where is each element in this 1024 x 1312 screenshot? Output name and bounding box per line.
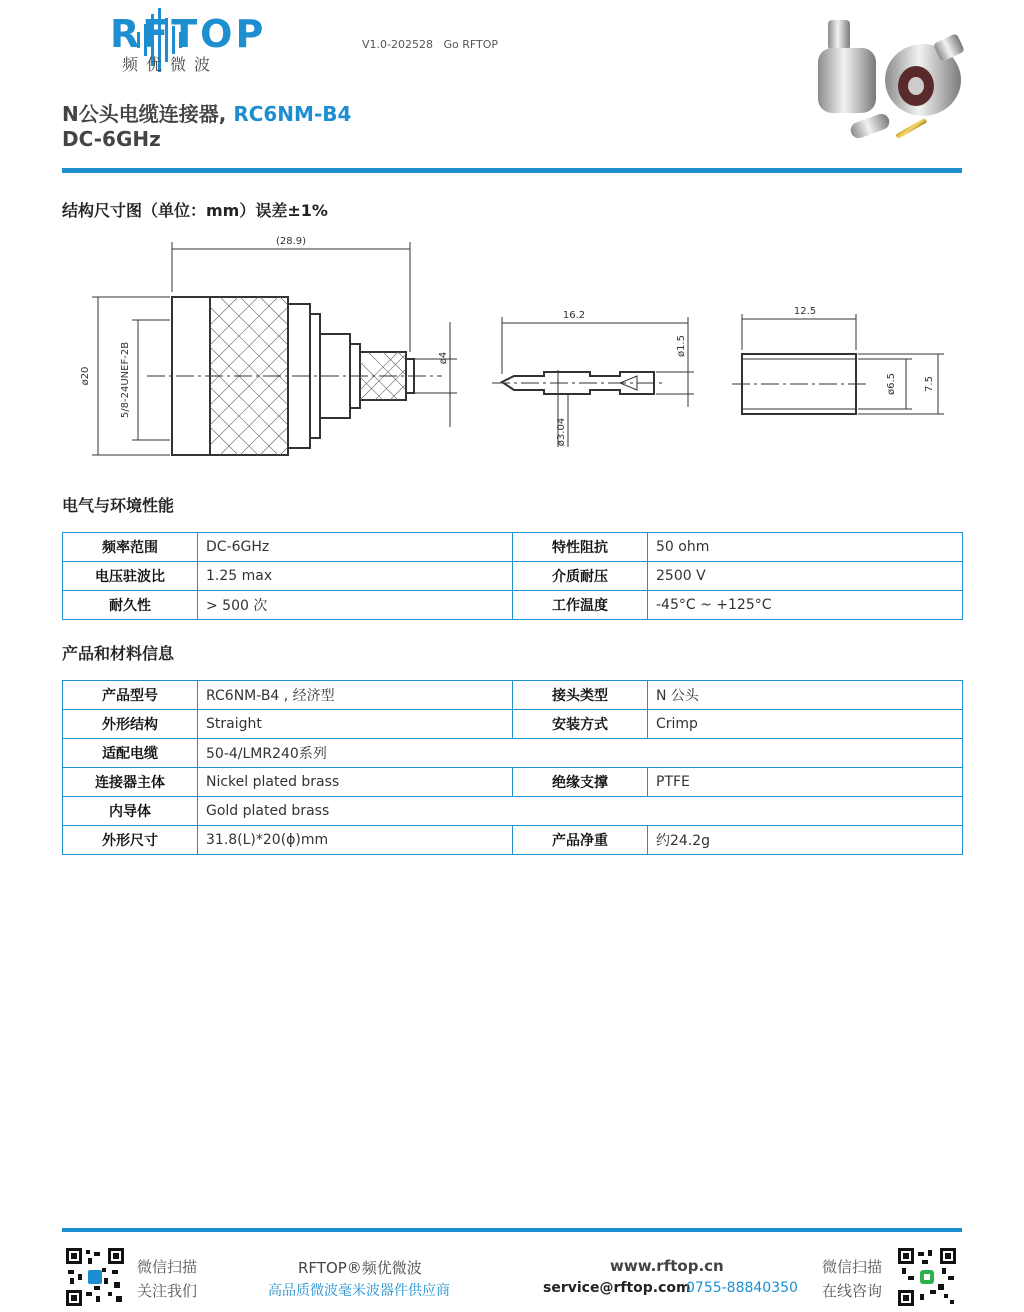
online-consult-label: 在线咨询 [822,1282,883,1300]
wechat-scan-label: 微信扫描 [137,1258,198,1276]
electrical-heading: 电气与环境性能 [62,496,175,515]
spec-value: 2500 V [648,562,963,591]
table-row [63,768,963,797]
spec-value: Nickel plated brass [198,768,513,797]
spec-key: 安装方式 [513,710,648,739]
spec-value: 31.8(L)*20(ϕ)mm [198,826,513,855]
table-row [63,710,963,739]
brand-logo: RFTOP [110,12,267,56]
table-row [63,562,963,591]
dim-pin-dia: ø1.5 [676,334,687,358]
table-row [63,739,963,768]
spec-key: 频率范围 [63,533,198,562]
qr-code-icon[interactable] [898,1248,956,1306]
spec-value: RC6NM-B4 , 经济型 [198,681,513,710]
spec-key: 适配电缆 [63,739,198,768]
phone-number: 0755-88840350 [686,1280,798,1296]
drawing-heading: 结构尺寸图（单位：mm）误差±1% [62,201,328,220]
table-row [63,533,963,562]
table-row [63,797,963,826]
go-rftop: Go RFTOP [443,38,499,51]
spec-key: 产品净重 [513,826,648,855]
page-title [62,98,351,127]
footer-slogan: 高品质微波毫米波器件供应商 [268,1283,450,1299]
spec-value: -45°C ~ +125°C [648,591,963,620]
spec-key: 耐久性 [63,591,198,620]
spec-value: 50 ohm [648,533,963,562]
product-photo [808,8,968,153]
spec-key: 接头类型 [513,681,648,710]
version-number: V1.0-202528 [362,38,433,51]
product-table [62,680,963,855]
spec-value: DC-6GHz [198,533,513,562]
dim-tail-dia: ø4 [438,351,449,365]
spec-key: 连接器主体 [63,768,198,797]
spec-value: Straight [198,710,513,739]
spec-value: > 500 次 [198,591,513,620]
table-row [63,591,963,620]
spec-value: Gold plated brass [198,797,963,826]
qr-code-icon[interactable] [66,1248,124,1306]
version-info [362,38,498,51]
footer-brand: RFTOP®频优微波 [298,1259,422,1277]
follow-us-label: 关注我们 [137,1282,198,1300]
dim-pin-length: 16.2 [562,310,586,321]
wechat-scan-label-2: 微信扫描 [822,1258,883,1276]
brand-cn: 频优微波 [122,55,219,74]
dim-ferrule-length: 12.5 [793,306,817,317]
spec-value: 约24.2g [648,826,963,855]
spec-key: 产品型号 [63,681,198,710]
spec-key: 电压驻波比 [63,562,198,591]
electrical-table [62,532,963,620]
spec-key: 外形尺寸 [63,826,198,855]
dim-pin-dia2: ø3.04 [556,417,567,447]
product-heading: 产品和材料信息 [62,644,175,663]
dim-ferrule-od: 7.5 [924,376,935,392]
table-row [63,681,963,710]
dimension-drawing [62,222,962,472]
spec-key: 内导体 [63,797,198,826]
product-code: RC6NM-B4 [233,102,352,126]
dim-body-length: (28.9) [275,236,307,247]
spec-key: 绝缘支撑 [513,768,648,797]
dim-ferrule-id: ø6.5 [886,372,897,396]
title-prefix: N公头电缆连接器, [62,102,234,126]
spec-key: 介质耐压 [513,562,648,591]
spec-value: Crimp [648,710,963,739]
spec-key: 特性阻抗 [513,533,648,562]
spec-value: 1.25 max [198,562,513,591]
footer-divider [62,1228,962,1232]
spec-value: 50-4/LMR240系列 [198,739,963,768]
spec-value: PTFE [648,768,963,797]
website-link[interactable]: www.rftop.cn [610,1257,724,1275]
spec-value: N 公头 [648,681,963,710]
page-subtitle: DC-6GHz [62,127,161,151]
header-divider [62,168,962,173]
dim-body-dia: ø20 [80,366,91,386]
spec-key: 工作温度 [513,591,648,620]
table-row [63,826,963,855]
email-link[interactable]: service@rftop.com [543,1280,691,1296]
dim-thread: 5/8-24UNEF-2B [120,341,131,419]
spec-key: 外形结构 [63,710,198,739]
